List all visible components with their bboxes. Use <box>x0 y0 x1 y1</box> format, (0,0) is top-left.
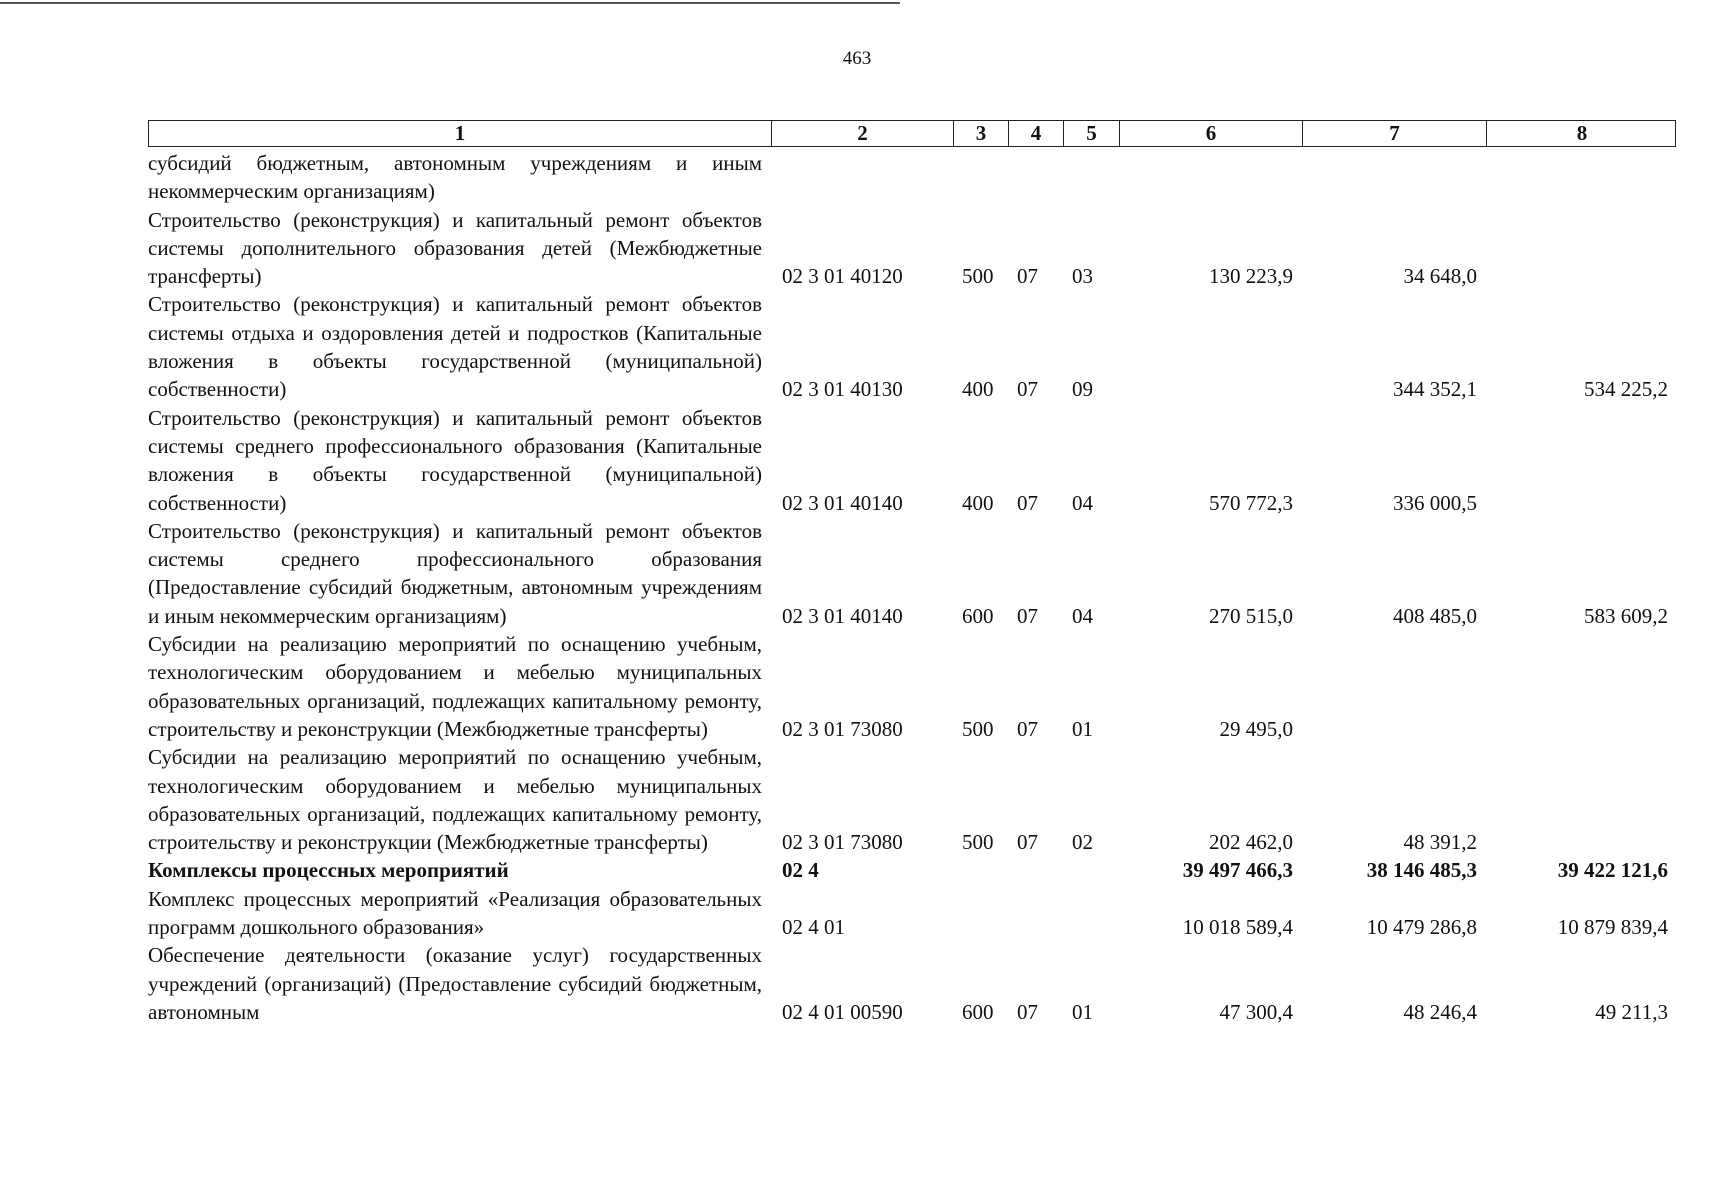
table-row <box>148 206 1676 291</box>
row-expense-type: 600 <box>962 603 994 628</box>
table-row <box>148 149 1676 206</box>
row-description: Комплекс процессных мероприятий «Реализация образовательных программ дошкольного образования» <box>148 886 762 940</box>
row-amount-8: 583 609,2 <box>1584 603 1668 628</box>
row-amount-7: 48 391,2 <box>1403 830 1477 855</box>
row-budget-code: 02 3 01 73080 <box>782 716 903 741</box>
row-subsection: 04 <box>1072 603 1093 628</box>
row-amount-6: 10 018 589,4 <box>1182 915 1293 940</box>
row-budget-code: 02 3 01 73080 <box>782 830 903 855</box>
row-description: Обеспечение деятельности (оказание услуг) государственных учреждений (организаций) (Предоставление субсидий бюджетным, автономным <box>148 943 762 1024</box>
row-description: Комплексы процессных мероприятий <box>148 858 509 883</box>
row-expense-type: 600 <box>962 999 994 1024</box>
row-subsection: 03 <box>1072 264 1093 289</box>
row-budget-code: 02 4 01 00590 <box>782 999 903 1024</box>
row-section: 07 <box>1017 999 1038 1024</box>
row-amount-8: 39 422 121,6 <box>1557 858 1668 883</box>
row-description: субсидий бюджетным, автономным учреждениям и иным некоммерческим организациям) <box>148 151 762 204</box>
row-amount-6: 29 495,0 <box>1219 716 1293 741</box>
row-amount-6: 47 300,4 <box>1219 999 1293 1024</box>
row-amount-6: 130 223,9 <box>1209 264 1293 289</box>
row-amount-7: 38 146 485,3 <box>1366 858 1477 883</box>
column-header-8: 8 <box>1486 121 1677 146</box>
column-header-3: 3 <box>953 121 1008 146</box>
row-budget-code: 02 3 01 40120 <box>782 264 903 289</box>
row-amount-6: 202 462,0 <box>1209 830 1293 855</box>
row-budget-code: 02 3 01 40130 <box>782 377 903 402</box>
row-subsection: 02 <box>1072 830 1093 855</box>
table-row <box>148 517 1676 630</box>
row-amount-7: 48 246,4 <box>1403 999 1477 1024</box>
column-header-4: 4 <box>1008 121 1063 146</box>
row-description: Субсидии на реализацию мероприятий по оснащению учебным, технологическим оборудованием и мебелью муниципальных образовательных организаций, подлежащих капитальному ремонту, строительству и реконструкции (Межбюджетные трансферты) <box>148 632 762 741</box>
table-row <box>148 404 1676 517</box>
row-section: 07 <box>1017 716 1038 741</box>
column-header-7: 7 <box>1302 121 1486 146</box>
row-budget-code: 02 4 <box>782 858 819 883</box>
row-expense-type: 500 <box>962 264 994 289</box>
table-row <box>148 885 1676 942</box>
row-expense-type: 500 <box>962 830 994 855</box>
column-header-2: 2 <box>771 121 953 146</box>
row-budget-code: 02 3 01 40140 <box>782 603 903 628</box>
row-description: Строительство (реконструкция) и капитальный ремонт объектов системы дополнительного образования детей (Межбюджетные трансферты) <box>148 207 762 289</box>
row-amount-6: 570 772,3 <box>1209 490 1293 515</box>
row-amount-6: 270 515,0 <box>1209 603 1293 628</box>
top-border-line <box>0 2 900 4</box>
table-body <box>148 149 1676 1026</box>
row-amount-8: 10 879 839,4 <box>1557 915 1668 940</box>
row-section: 07 <box>1017 377 1038 402</box>
row-amount-8: 534 225,2 <box>1584 377 1668 402</box>
row-amount-6: 39 497 466,3 <box>1182 858 1293 883</box>
row-section: 07 <box>1017 830 1038 855</box>
row-amount-7: 336 000,5 <box>1393 490 1477 515</box>
row-subsection: 01 <box>1072 716 1093 741</box>
row-amount-7: 408 485,0 <box>1393 603 1477 628</box>
row-section: 07 <box>1017 603 1038 628</box>
row-section: 07 <box>1017 490 1038 515</box>
row-description: Субсидии на реализацию мероприятий по оснащению учебным, технологическим оборудованием и мебелью муниципальных образовательных организаций, подлежащих капитальному ремонту, строительству и реконструкции (Межбюджетные трансферты) <box>148 745 762 855</box>
row-description: Строительство (реконструкция) и капитальный ремонт объектов системы отдыха и оздоровления детей и подростков (Капитальные вложения в объекты государственной (муниципальной) собственности) <box>148 292 762 402</box>
row-subsection: 09 <box>1072 377 1093 402</box>
table-row <box>148 630 1676 743</box>
row-subsection: 01 <box>1072 999 1093 1024</box>
row-amount-7: 344 352,1 <box>1393 377 1477 402</box>
table-row <box>148 290 1676 403</box>
row-subsection: 04 <box>1072 490 1093 515</box>
column-header-5: 5 <box>1063 121 1119 146</box>
table-row <box>148 941 1676 1026</box>
row-budget-code: 02 3 01 40140 <box>782 490 903 515</box>
table-header-row <box>148 120 1676 147</box>
row-description: Строительство (реконструкция) и капитальный ремонт объектов системы среднего профессионального образования (Предоставление субсидий бюджетным, автономным учреждениям и иным некоммерческим организациям) <box>148 518 762 628</box>
budget-table <box>148 120 1676 1026</box>
row-amount-7: 10 479 286,8 <box>1366 915 1477 940</box>
table-row <box>148 856 1676 884</box>
table-row <box>148 743 1676 856</box>
row-section: 07 <box>1017 264 1038 289</box>
page-number: 463 <box>842 48 872 69</box>
row-expense-type: 400 <box>962 490 994 515</box>
row-expense-type: 400 <box>962 377 994 402</box>
column-header-1: 1 <box>454 121 466 145</box>
row-budget-code: 02 4 01 <box>782 915 845 940</box>
row-amount-8: 49 211,3 <box>1595 999 1668 1024</box>
row-amount-7: 34 648,0 <box>1403 264 1477 289</box>
row-expense-type: 500 <box>962 716 994 741</box>
row-description: Строительство (реконструкция) и капитальный ремонт объектов системы среднего профессионального образования (Капитальные вложения в объекты государственной (муниципальной) собственности) <box>148 405 762 515</box>
column-header-6: 6 <box>1119 121 1302 146</box>
